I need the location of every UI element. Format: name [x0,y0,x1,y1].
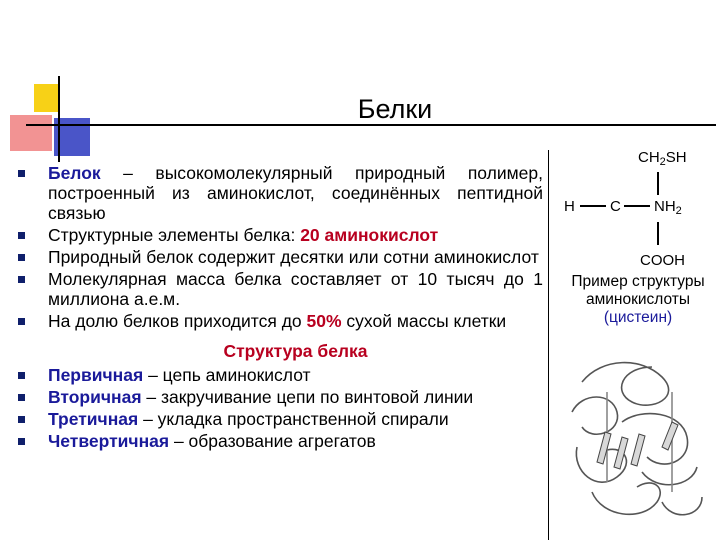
column-divider [548,150,549,540]
item-text: – укладка пространственной спирали [138,409,449,429]
item-text: Природный белок содержит десятки или сотни аминокислот [48,247,539,267]
protein-structure-image [562,352,712,532]
caption-subtext: (цистеин) [603,309,673,326]
item-text: – образование агрегатов [169,431,376,451]
term-protein: Белок [48,163,101,183]
formula-h: H [564,198,575,215]
item-text: Молекулярная масса белка составляет от 10 тысяч до 1 миллиона а.е.м. [48,269,543,309]
list-item [18,269,543,309]
item-text: На долю белков приходится до [48,311,307,331]
list-item [18,409,543,429]
decor-vertical-line [58,76,60,162]
formula-cooh: COOH [640,252,685,269]
list-item [18,365,543,385]
item-text: – закручивание цепи по винтовой линии [141,387,474,407]
highlight-text: 20 аминокислот [300,225,439,245]
item-text: сухой массы клетки [341,311,507,331]
bullet-icon [18,232,25,239]
list-item [18,431,543,451]
bullet-icon [18,394,25,401]
list-item [18,247,543,267]
formula-ch2sh: $CH_2SH$ [638,149,687,168]
item-text: – цепь аминокислот [143,365,311,385]
list-item [18,387,543,407]
bullet-icon [18,276,25,283]
bullet-icon [18,438,25,445]
formula-caption [568,273,708,327]
list-item [18,225,543,245]
term-secondary: Вторичная [48,387,142,407]
decor-yellow-square [34,84,60,112]
formula-c: C [610,198,621,215]
item-text: Структурные элементы белка: [48,225,301,245]
bullet-icon [18,318,25,325]
cysteine-formula [556,140,716,275]
caption-text: Пример структуры аминокислоты [571,273,705,308]
term-quaternary: Четвертичная [48,431,170,451]
bullet-icon [18,254,25,261]
slide-title: Белки [357,94,433,124]
term-primary: Первичная [48,365,144,385]
bullet-icon [18,372,25,379]
item-text: – высокомолекулярный природный полимер, построенный из аминокислот, соединённых пептидной связью [48,163,543,223]
decor-red-square [10,115,52,151]
highlight-text: 50% [306,311,342,331]
list-item [18,311,543,331]
list-item [18,163,543,223]
bullet-icon [18,170,25,177]
formula-nh2: $NH_2$ [654,198,682,217]
structure-subtitle: Структура белка [223,341,368,361]
bullet-icon [18,416,25,423]
main-content [18,163,543,453]
term-tertiary: Третичная [48,409,139,429]
